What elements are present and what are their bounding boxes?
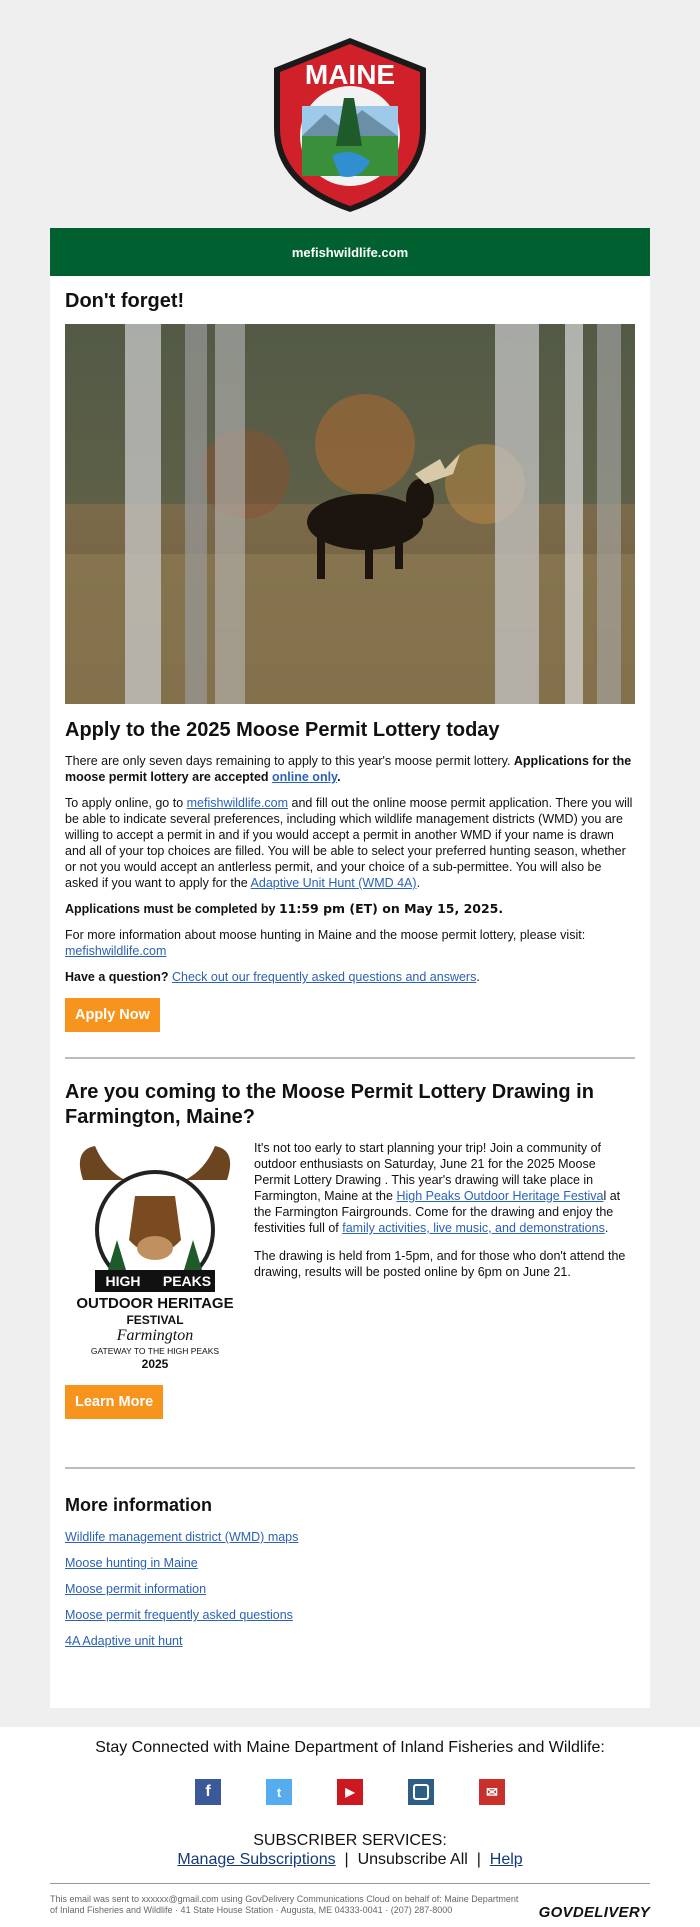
email-icon[interactable]: ✉ xyxy=(479,1779,505,1805)
footer xyxy=(0,1739,700,1869)
site-header-bar xyxy=(50,228,650,276)
moose-photo xyxy=(65,324,635,704)
divider xyxy=(65,1467,635,1469)
help-link[interactable]: Help xyxy=(489,1851,523,1868)
twitter-icon[interactable]: t xyxy=(266,1779,292,1805)
more-info-heading: More information xyxy=(65,1495,212,1515)
link-4a-adaptive-hunt[interactable]: 4A Adaptive unit hunt xyxy=(65,1634,183,1648)
festival-logo xyxy=(65,1140,245,1370)
more-info-paragraph: For more information about moose hunting in Maine and the moose permit lottery, please visit: mefishwildlife.com xyxy=(65,928,586,958)
apply-now-button[interactable]: Apply Now xyxy=(65,998,160,1032)
more-info-links xyxy=(65,1530,635,1648)
unsubscribe-all-link[interactable]: Unsubscribe All xyxy=(357,1851,468,1868)
intro-heading: Don't forget! xyxy=(65,290,185,312)
drawing-paragraph-1: It's not too early to start planning your trip! Join a community of outdoor enthusiasts on Saturday, June 21 for the 2025 Moose Permit Lottery Drawing . This year's drawing will take place in Farmington, Maine at the High Peaks Outdoor Heritage Festival at the Farmington Fairgrounds. Come for the drawing and enjoy the festivities full of family activities, live music, and demonstrations. xyxy=(254,1141,621,1235)
drawing-heading: Are you coming to the Moose Permit Lottery Drawing in Farmington, Maine? xyxy=(65,1081,594,1128)
maine-ifw-logo[interactable] xyxy=(270,36,430,214)
festival-line-6: GATEWAY TO THE HIGH PEAKS xyxy=(90,1346,220,1356)
festival-line-2: PEAKS xyxy=(162,1273,212,1289)
learn-more-button[interactable]: Learn More xyxy=(65,1385,163,1419)
festival-line-7: 2025 xyxy=(141,1357,169,1370)
stay-connected-text: Stay Connected with Maine Department of Inland Fisheries and Wildlife: xyxy=(95,1739,605,1756)
deadline-text: Applications must be completed by 11:59 pm (ET) on May 15, 2025. xyxy=(65,901,504,916)
question-paragraph: Have a question? Check out our frequently asked questions and answers. xyxy=(65,970,480,984)
festival-line-4: FESTIVAL xyxy=(126,1313,184,1327)
divider xyxy=(65,1057,635,1059)
festival-line-1: HIGH xyxy=(105,1273,141,1289)
lottery-heading: Apply to the 2025 Moose Permit Lottery today xyxy=(65,719,500,741)
drawing-paragraph-2: The drawing is held from 1-5pm, and for those who don't attend the drawing, results will be posted online by 6pm on June 21. xyxy=(254,1249,626,1279)
online-only-link[interactable]: online only xyxy=(272,770,338,784)
manage-subscriptions-link[interactable]: Manage Subscriptions xyxy=(177,1851,336,1868)
instagram-icon[interactable] xyxy=(408,1779,434,1805)
govdelivery-logo[interactable]: GOVDELIVERY xyxy=(538,1904,650,1921)
social-icons xyxy=(0,1779,700,1805)
festival-link[interactable]: High Peaks Outdoor Heritage Festiva xyxy=(396,1189,604,1203)
faq-link[interactable]: Check out our frequently asked questions and answers xyxy=(171,970,477,984)
subscriber-services: SUBSCRIBER SERVICES: Manage Subscriptions | Unsubscribe All | Help xyxy=(0,1831,700,1869)
link-moose-permit-faq[interactable]: Moose permit frequently asked questions xyxy=(65,1608,293,1622)
logo-title: MAINE xyxy=(304,59,396,90)
facebook-icon[interactable]: f xyxy=(195,1779,221,1805)
adaptive-unit-hunt-link[interactable]: Adaptive Unit Hunt (WMD 4A) xyxy=(250,876,417,890)
link-moose-permit-info[interactable]: Moose permit information xyxy=(65,1582,207,1596)
mefishwildlife-link-2[interactable]: mefishwildlife.com xyxy=(65,944,167,958)
site-link[interactable]: mefishwildlife.com xyxy=(291,244,409,260)
festival-line-5: Farmington xyxy=(116,1327,194,1344)
lottery-paragraph-2: To apply online, go to mefishwildlife.com and fill out the online moose permit application. There you will be able to indicate several preferences, including which wildlife management districts (WMD) you are willing to accept a permit in and if you would accept a permit in another WMD if your name is drawn and all of your top choices are filled. You will be able to select your preferred hunting season, whether or not you would accept an antlerless permit, and your choice of a sub-permittee. You will also be asked if you want to apply for the Adaptive Unit Hunt (WMD 4A). xyxy=(65,796,633,890)
link-moose-hunting[interactable]: Moose hunting in Maine xyxy=(65,1556,198,1570)
subscriber-services-label: SUBSCRIBER SERVICES: xyxy=(253,1832,447,1849)
family-activities-link[interactable]: family activities, live music, and demonstrations xyxy=(342,1221,605,1235)
link-wmd-maps[interactable]: Wildlife management district (WMD) maps xyxy=(65,1530,299,1544)
header-logo-area xyxy=(0,0,700,228)
legal-footer xyxy=(50,1883,650,1921)
legal-text: This email was sent to xxxxxx@gmail.com using GovDelivery Communications Cloud on behalf of: Maine Department of Inland Fisheries and Wildlife · 41 State House Station · Augusta, ME 04333-0041 · (207) 287-8000 xyxy=(50,1894,519,1915)
lottery-paragraph-1: There are only seven days remaining to apply to this year's moose permit lottery. Applications for the moose permit lottery are accepted online only. xyxy=(65,754,632,784)
youtube-icon[interactable]: ▶ xyxy=(337,1779,363,1805)
mefishwildlife-link[interactable]: mefishwildlife.com xyxy=(186,796,289,810)
festival-line-3: OUTDOOR HERITAGE xyxy=(76,1295,234,1312)
email-card xyxy=(50,228,650,1708)
